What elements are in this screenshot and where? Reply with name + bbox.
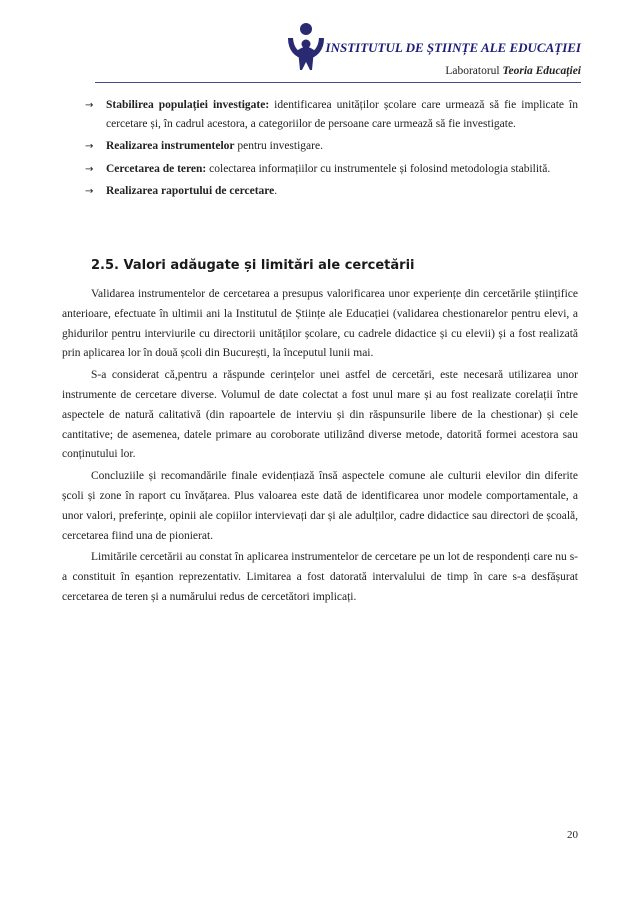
paragraph: Validarea instrumentelor de cercetarea a presupus valorificarea unor experiențe din cercetările științifice anterioare, efectuate în ultimii ani la Institutul de Științe ale Educației (validarea chestionarelor pentru elevi, a ghidurilor pentru interviurile cu directorii unităților școlare, cu cadrele didactice și cu elevii) și a fost realizată prin aplicarea lor în două școli din București, la începutul lunii mai. [62, 288, 578, 360]
bullet-bold: Realizarea raportului de cercetare [106, 184, 275, 197]
arrow-right-icon: → [85, 163, 94, 175]
bullet-item-report [75, 182, 578, 201]
bullet-text: identificarea unităților școlare care urmează să fie implicate în cercetare și, în cadrul acestora, a categoriilor de persoane care urmează să fie investigate. [106, 99, 578, 131]
bullet-text: colectarea informațiilor cu instrumentele și folosind metodologia stabilită. [206, 162, 551, 175]
bullet-list [75, 96, 578, 204]
section-heading: 2.5. Valori adăugate și limitări ale cercetării [91, 258, 415, 273]
paragraph: S-a considerat că,pentru a răspunde cerințelor unei astfel de cercetări, este necesară utilizarea unor instrumente de cercetare diverse. Volumul de date colectat a fost unul mare și au fost realizate corelații între aspectele de natură calitativă (din rapoartele de interviu și din răspunsurile libere de la chestionar) și cele cantitative; de asemenea, datele primare au coroborate utilizând diverse metode, datorită formei acestora sau conținutului lor. [62, 369, 578, 461]
header-lab-name: Teoria Educației [502, 65, 581, 77]
bullet-item-instruments [75, 137, 578, 156]
bullet-item-fieldwork [75, 160, 578, 179]
arrow-right-icon: → [85, 185, 94, 197]
bullet-item-population [75, 96, 578, 134]
bullet-text: . [274, 184, 278, 197]
bullet-bold: Cercetarea de teren: [106, 162, 207, 175]
bullet-bold: Realizarea instrumentelor [106, 140, 235, 153]
institute-logo-icon [284, 22, 328, 72]
arrow-right-icon: → [85, 141, 94, 153]
arrow-right-icon: → [85, 100, 94, 111]
header-divider [95, 82, 581, 83]
bullet-bold: Stabilirea populației investigate: [106, 99, 270, 111]
header-laboratory [445, 65, 581, 77]
paragraph: Concluziile și recomandările finale evidențiază însă aspectele comune ale culturii elevilor din diferite școli și zone în raport cu învățarea. Plus valoarea este dată de identificarea unor modele comportamentale, a unor valori, preferințe, opinii ale copiilor intervievați dar și ale adulților, cadre didactice sau directori de școală, cercetarea fiind una de pionierat. [62, 470, 578, 542]
header-institute-name: INSTITUTUL DE ȘTIINȚE ALE EDUCAȚIEI [325, 40, 581, 55]
page-number: 20 [567, 829, 578, 841]
section-body [62, 285, 578, 610]
bullet-text: pentru investigare. [234, 140, 323, 153]
paragraph: Limitările cercetării au constat în aplicarea instrumentelor de cercetare pe un lot de respondenți care nu s-a constituit în eșantion reprezentativ. Limitarea a fost datorată intervalului de timp în care s-a desfășurat cercetarea de teren și a numărului redus de cercetători implicați. [62, 551, 578, 603]
header-lab-prefix: Laboratorul [445, 65, 503, 77]
